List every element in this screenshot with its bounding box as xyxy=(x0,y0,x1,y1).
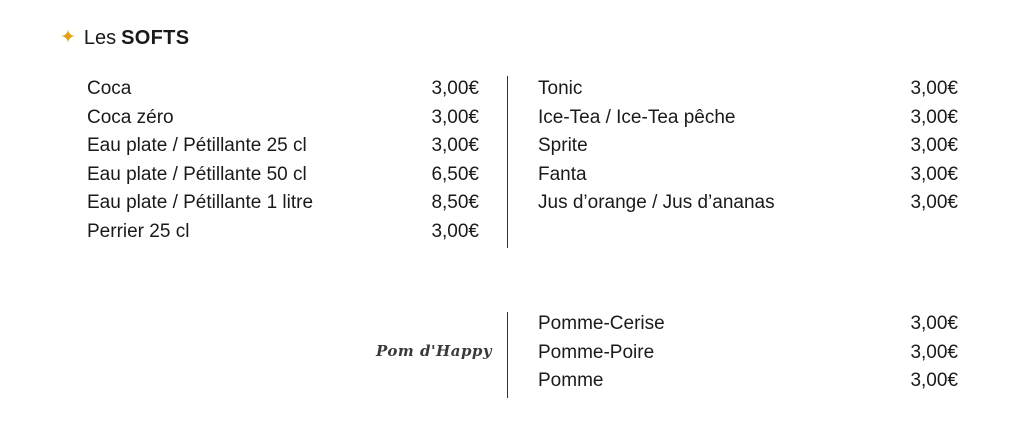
menu-item xyxy=(538,189,958,218)
column-divider xyxy=(507,76,508,248)
menu-item xyxy=(538,161,958,190)
item-price: 3,00€ xyxy=(910,106,958,128)
item-name: Perrier 25 cl xyxy=(87,220,190,242)
item-price: 8,50€ xyxy=(431,192,479,214)
item-price: 3,00€ xyxy=(431,220,479,242)
item-name: Jus d’orange / Jus d’ananas xyxy=(538,192,775,214)
item-price: 3,00€ xyxy=(431,78,479,99)
item-price: 3,00€ xyxy=(910,163,958,185)
item-name: Sprite xyxy=(538,135,588,157)
menu-item xyxy=(538,132,958,161)
menu-item xyxy=(87,161,479,190)
pom-d-happy-logo: Pom d'Happy xyxy=(376,342,493,360)
menu-item xyxy=(538,339,958,368)
item-price: 3,00€ xyxy=(910,78,958,99)
item-name: Pomme-Poire xyxy=(538,341,655,363)
item-name: Eau plate / Pétillante 1 litre xyxy=(87,192,314,214)
menu-item xyxy=(87,75,479,104)
menu-item xyxy=(538,367,958,396)
section-title-prefix: Les xyxy=(83,27,117,49)
menu-item xyxy=(538,104,958,133)
menu-item xyxy=(538,75,958,104)
star-icon: ✦ xyxy=(60,27,76,48)
item-name: Ice-Tea / Ice-Tea pêche xyxy=(538,106,736,128)
item-name: Coca zéro xyxy=(87,106,174,128)
item-price: 3,00€ xyxy=(431,135,479,157)
item-name: Pomme xyxy=(538,370,604,392)
right-menu-column xyxy=(538,75,958,218)
item-price: 3,00€ xyxy=(910,135,958,157)
item-name: Tonic xyxy=(538,78,583,99)
item-name: Fanta xyxy=(538,163,587,185)
section-title: SOFTS xyxy=(121,27,190,49)
item-name: Coca xyxy=(87,78,132,99)
column-divider xyxy=(507,312,508,398)
pom-menu-column xyxy=(538,310,958,396)
section-heading xyxy=(60,24,189,52)
item-name: Pomme-Cerise xyxy=(538,313,665,334)
item-price: 3,00€ xyxy=(431,106,479,128)
menu-item xyxy=(538,310,958,339)
item-price: 3,00€ xyxy=(910,192,958,214)
item-name: Eau plate / Pétillante 25 cl xyxy=(87,135,307,157)
item-price: 3,00€ xyxy=(910,341,958,363)
item-price: 3,00€ xyxy=(910,313,958,334)
menu-item xyxy=(87,104,479,133)
item-name: Eau plate / Pétillante 50 cl xyxy=(87,163,307,185)
menu-item xyxy=(87,218,479,247)
item-price: 3,00€ xyxy=(910,370,958,392)
menu-item xyxy=(87,189,479,218)
menu-item xyxy=(87,132,479,161)
item-price: 6,50€ xyxy=(431,163,479,185)
left-menu-column xyxy=(87,75,479,247)
